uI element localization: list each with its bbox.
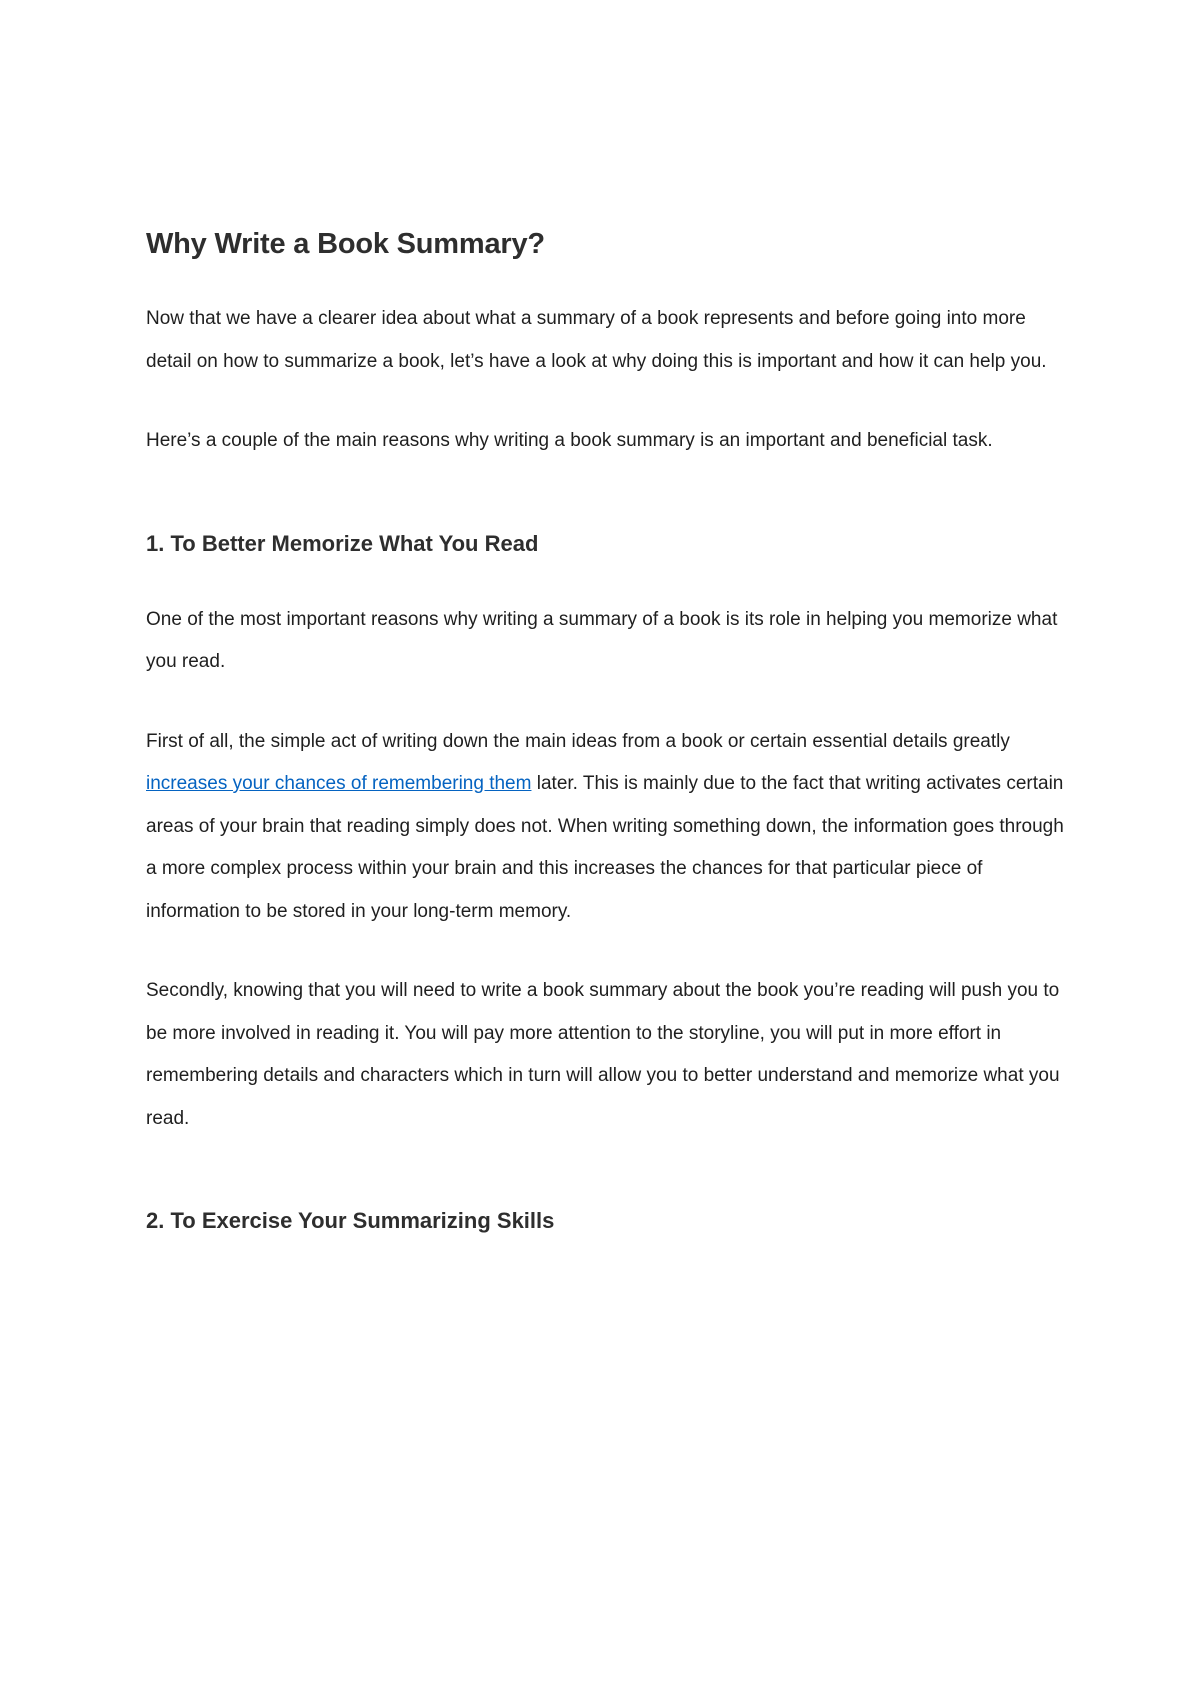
memorize-paragraph-3: Secondly, knowing that you will need to write a book summary about the book you’re reading will push you to be more involved in reading it. You will pay more attention to the storyline, you will put in more effort in remembering details and characters which in turn will allow you to better understand and memorize what you read. bbox=[146, 980, 1060, 1129]
intro-paragraph: Now that we have a clearer idea about what a summary of a book represents and before going into more detail on how to summarize a book, let’s have a look at why doing this is important and how it can help you. bbox=[146, 308, 1047, 372]
memorize-paragraph-1: One of the most important reasons why writing a summary of a book is its role in helping you memorize what you read. bbox=[146, 608, 1058, 672]
section-heading-summarizing: 2. To Exercise Your Summarizing Skills bbox=[146, 1208, 555, 1233]
reasons-paragraph: Here’s a couple of the main reasons why writing a book summary is an important and beneficial task. bbox=[146, 430, 993, 451]
paragraph-text-after-link: later. This is mainly due to the fact that writing activates certain areas of your brain that reading simply does not. When writing something down, the information goes through a more complex process within your brain and this increases the chances for that particular piece of information to be stored in your long-term memory. bbox=[146, 773, 1064, 922]
document-body bbox=[146, 224, 1066, 1238]
paragraph-text-before-link: First of all, the simple act of writing down the main ideas from a book or certain essential details greatly bbox=[146, 730, 1010, 752]
page-title: Why Write a Book Summary? bbox=[146, 228, 545, 260]
section-heading-memorize: 1. To Better Memorize What You Read bbox=[146, 530, 539, 556]
memorize-paragraph-2 bbox=[146, 721, 1066, 934]
remembering-link[interactable]: increases your chances of remembering them bbox=[146, 773, 532, 794]
